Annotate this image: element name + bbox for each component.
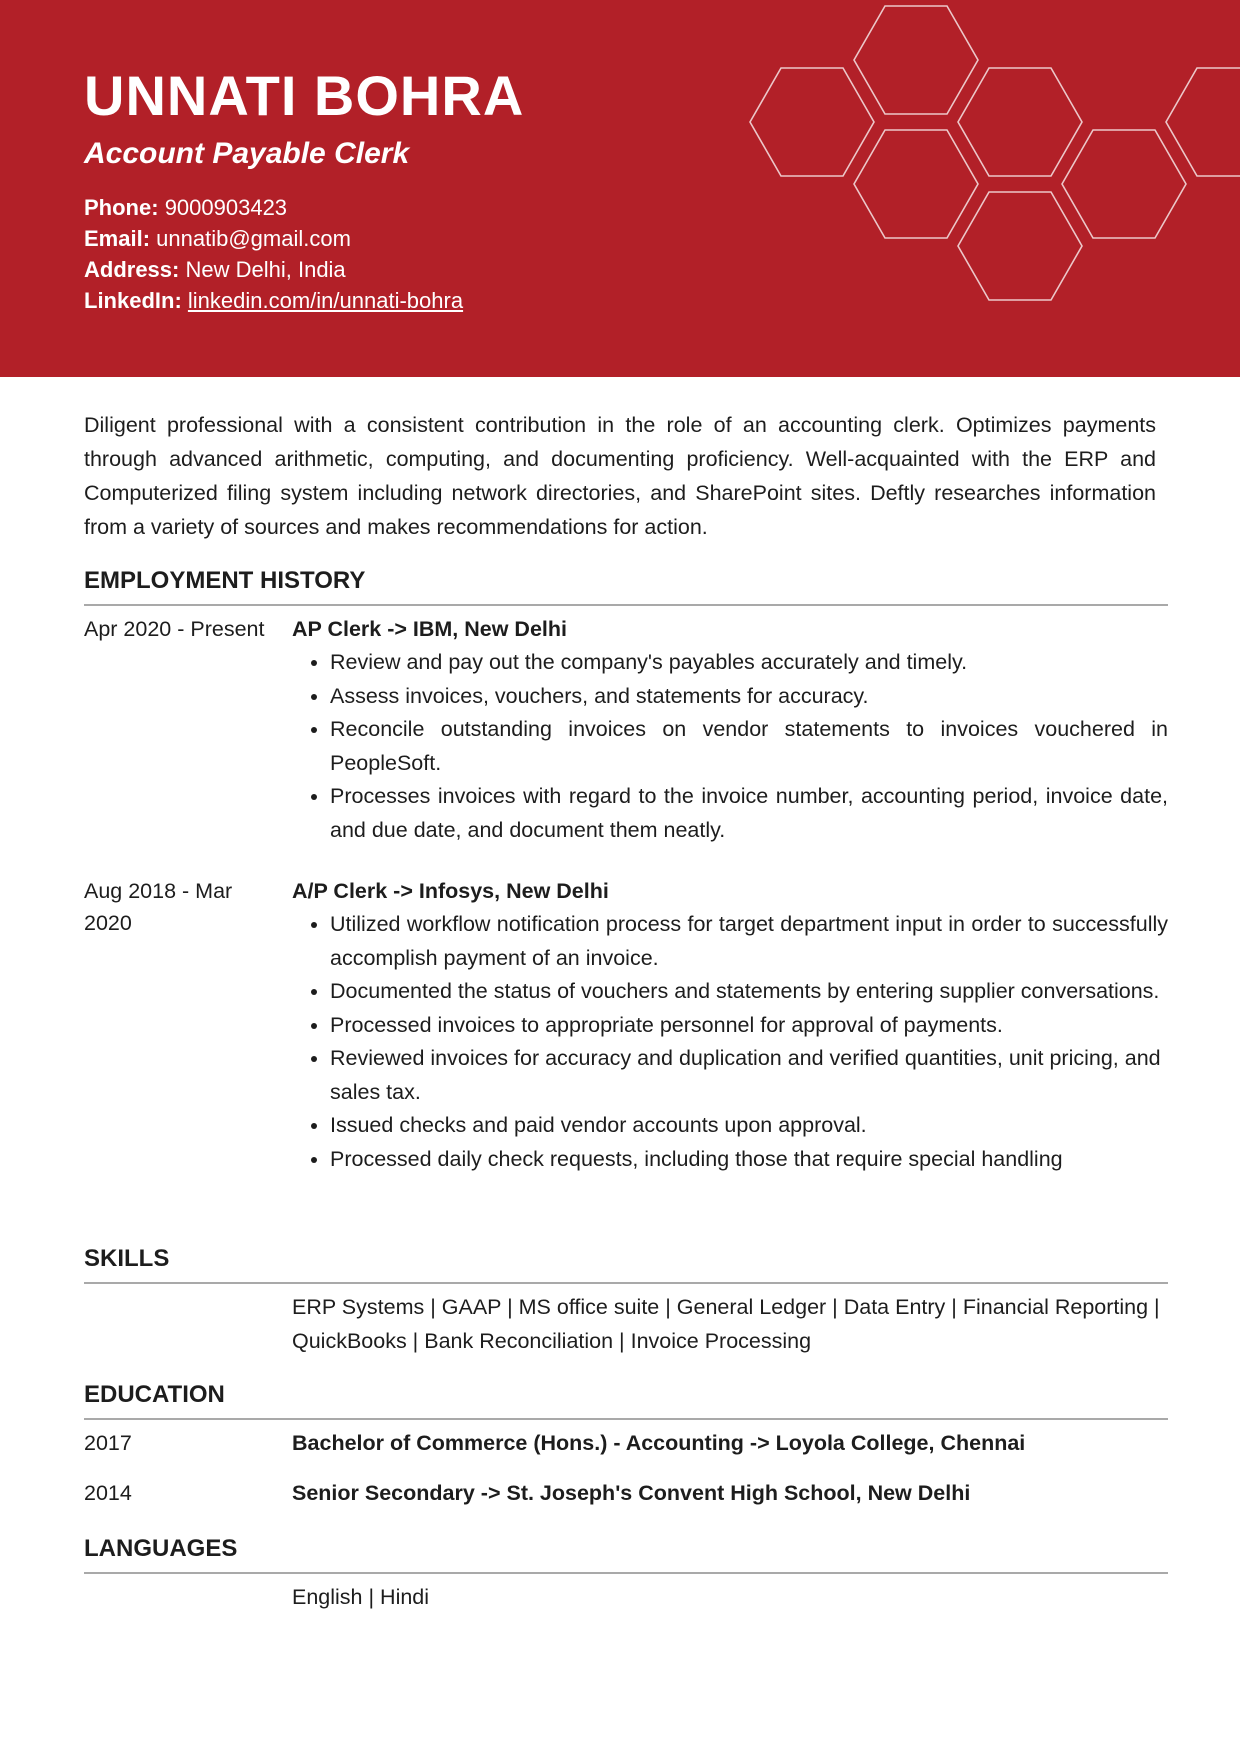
list-item: • Review and pay out the company's payables accurately and timely. xyxy=(330,646,1168,680)
education-heading: EDUCATION xyxy=(84,1378,1168,1420)
hexagon-4 xyxy=(854,130,978,238)
candidate-name: UNNATI BOHRA xyxy=(84,64,525,127)
languages-heading: LANGUAGES xyxy=(84,1532,1168,1574)
contact-linkedin xyxy=(84,285,463,316)
skills-heading: SKILLS xyxy=(84,1242,1168,1284)
address-value: New Delhi, India xyxy=(185,257,346,282)
contact-email xyxy=(84,223,463,254)
job-role: A/P Clerk -> Infosys, New Delhi xyxy=(292,879,609,903)
hexagon-6 xyxy=(1062,130,1186,238)
contact-phone xyxy=(84,192,463,223)
job-bullets xyxy=(292,646,1168,847)
profile-summary: Diligent professional with a consistent contribution in the role of an accounting clerk. Optimizes payments through advanced arithmetic, computing, and documenting proficiency. Well-acquainted with the ERP and Computerized filing system including network directories, and SharePoint sites. Deftly researches information from a variety of sources and makes recommendations for action. xyxy=(84,413,1156,539)
list-item: • Reviewed invoices for accuracy and duplication and verified quantities, unit pricing, and sales tax. xyxy=(330,1042,1168,1109)
contact-block xyxy=(84,192,463,316)
list-item: • Issued checks and paid vendor accounts upon approval. xyxy=(330,1109,1168,1143)
skills-list: ERP Systems | GAAP | MS office suite | General Ledger | Data Entry | Financial Reporting | QuickBooks | Bank Reconciliation | Invoice Processing xyxy=(292,1295,1160,1353)
email-value: unnatib@gmail.com xyxy=(156,226,351,251)
contact-label: Email: xyxy=(84,226,151,251)
header-banner xyxy=(0,0,1240,377)
phone-value: 9000903423 xyxy=(164,195,288,220)
contact-address xyxy=(84,254,463,285)
education-degree: Senior Secondary -> St. Joseph's Convent High School, New Delhi xyxy=(292,1481,971,1505)
job-title: Account Payable Clerk xyxy=(84,137,410,170)
list-item: • Documented the status of vouchers and statements by entering supplier conversations. xyxy=(330,975,1168,1009)
job-bullets xyxy=(292,908,1168,1176)
education-year: 2014 xyxy=(84,1481,132,1505)
contact-label: LinkedIn: xyxy=(84,288,182,313)
list-item: • Assess invoices, vouchers, and statements for accuracy. xyxy=(330,680,1168,714)
list-item: • Processes invoices with regard to the invoice number, accounting period, invoice date, and due date, and document them neatly. xyxy=(330,780,1168,847)
hexagon-pattern xyxy=(0,0,1240,377)
languages-list: English | Hindi xyxy=(292,1585,430,1609)
list-item: • Processed invoices to appropriate personnel for approval of payments. xyxy=(330,1009,1168,1043)
hexagon-5 xyxy=(958,192,1082,300)
job-dates: Apr 2020 - Present xyxy=(84,617,265,641)
hexagon-2 xyxy=(854,6,978,114)
employment-heading: EMPLOYMENT HISTORY xyxy=(84,564,1168,606)
hexagon-7 xyxy=(1166,68,1240,176)
education-degree: Bachelor of Commerce (Hons.) - Accounting -> Loyola College, Chennai xyxy=(292,1431,1026,1455)
linkedin-link[interactable]: linkedin.com/in/unnati-bohra xyxy=(187,288,464,313)
hexagon-3 xyxy=(958,68,1082,176)
job-role: AP Clerk -> IBM, New Delhi xyxy=(292,617,567,641)
contact-label: Address: xyxy=(84,257,180,282)
education-year: 2017 xyxy=(84,1431,132,1455)
list-item: • Utilized workflow notification process for target department input in order to successfully accomplish payment of an invoice. xyxy=(330,908,1168,975)
job-dates: Aug 2018 - Mar 2020 xyxy=(84,879,233,935)
list-item: • Processed daily check requests, including those that require special handling xyxy=(330,1143,1168,1177)
contact-label: Phone: xyxy=(84,195,159,220)
hexagon-1 xyxy=(750,68,874,176)
list-item: • Reconcile outstanding invoices on vendor statements to invoices vouchered in PeopleSoft. xyxy=(330,713,1168,780)
